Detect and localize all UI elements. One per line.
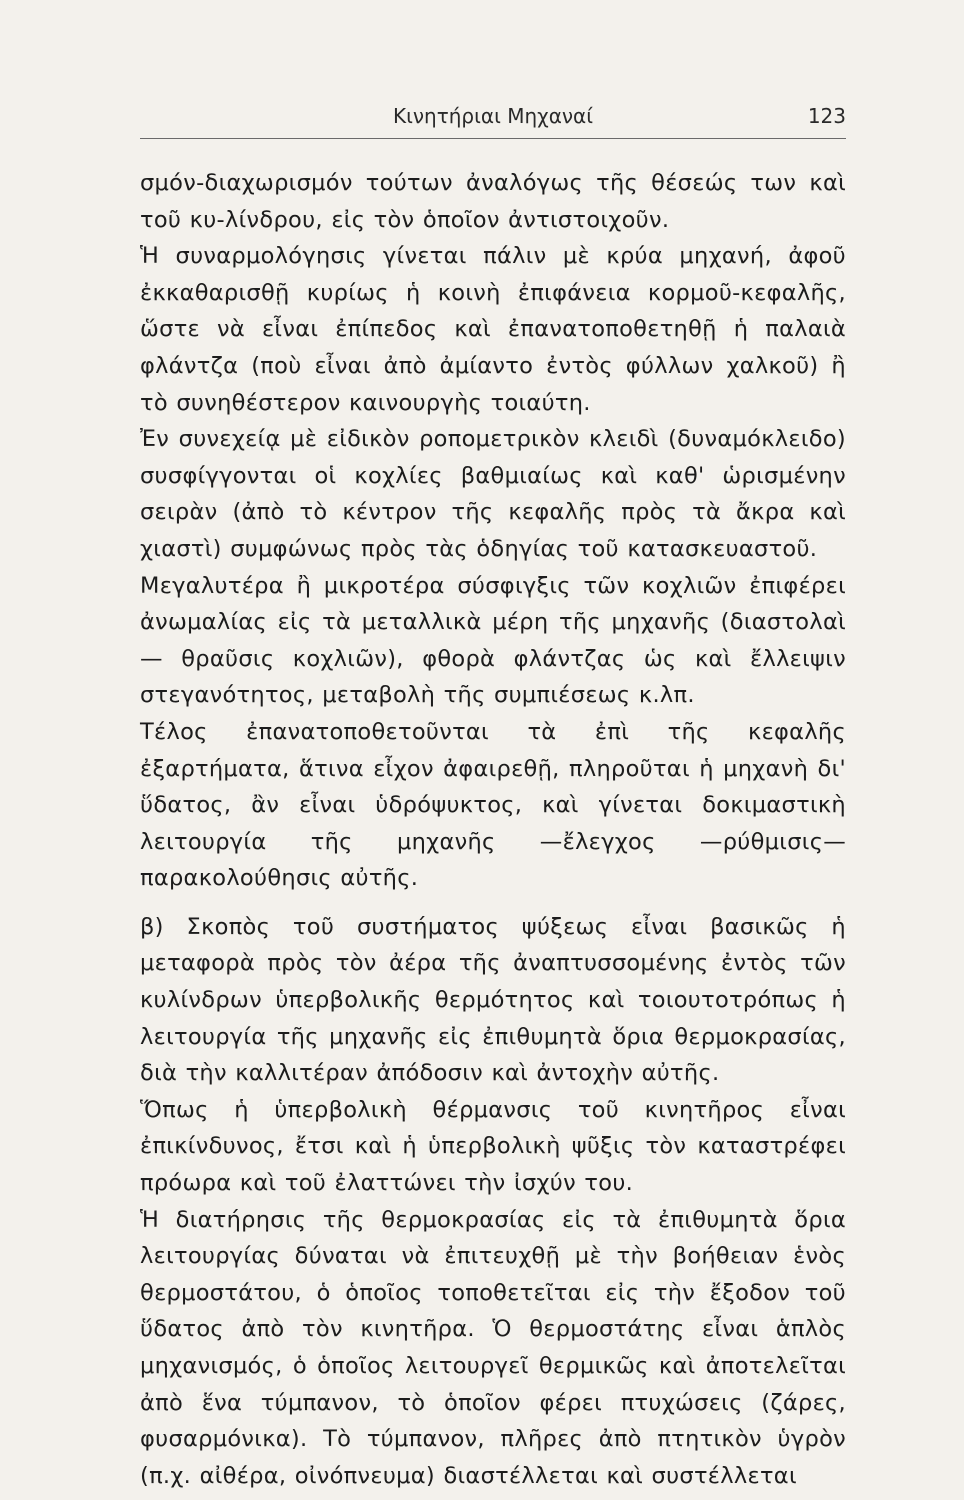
paragraph: σμόν-διαχωρισμόν τούτων ἀναλόγως τῆς θέσεώς των καὶ τοῦ κυ-λίνδρου, εἰς τὸν ὁποῖον ἀντιστοιχοῦν. — [140, 170, 846, 233]
paragraph: Ἡ διατήρησις τῆς θερμοκρασίας εἰς τὰ ἐπιθυμητὰ ὅρια λειτουργίας δύναται νὰ ἐπιτευχθῇ μὲ τὴν βοήθειαν ἑνὸς θερμοστάτου, ὁ ὁποῖος τοποθετεῖται εἰς τὴν ἔξοδον τοῦ ὕδατος ἀπὸ τὸν κινητῆρα. Ὁ θερμοστάτης εἶναι ἁπλὸς μηχανισμός, ὁ ὁποῖος λειτουργεῖ θερμικῶς καὶ ἀποτελεῖται ἀπὸ ἕνα τύμπανον, τὸ ὁποῖον φέρει πτυχώσεις (ζάρες, φυσαρμόνικα). Τὸ τύμπανον, πλῆρες ἀπὸ πτητικὸν ὑγρὸν (π.χ. αἰθέρα, οἰνόπνευμα) διαστέλλεται καὶ συστέλλεται — [140, 1206, 846, 1489]
header-rule — [140, 138, 846, 139]
body-text — [140, 165, 846, 1494]
paragraph: Ὅπως ἡ ὑπερβολικὴ θέρμανσις τοῦ κινητῆρος εἶναι ἐπικίνδυνος, ἔτσι καὶ ἡ ὑπερβολικὴ ψῦξις τὸν καταστρέφει πρόωρα καὶ τοῦ ἐλαττώνει τὴν ἰσχύν του. — [140, 1096, 846, 1197]
paragraph: Μεγαλυτέρα ἢ μικροτέρα σύσφιγξις τῶν κοχλιῶν ἐπιφέρει ἀνωμαλίας εἰς τὰ μεταλλικὰ μέρη τῆς μηχανῆς (διαστολαὶ — θραῦσις κοχλιῶν), φθορὰ φλάντζας ὡς καὶ ἔλλειψιν στεγανότητος, μεταβολὴ τῆς συμπιέσεως κ.λπ. — [140, 572, 846, 709]
paragraph: Ἐν συνεχείᾳ μὲ εἰδικὸν ροπομετρικὸν κλειδὶ (δυναμόκλειδο) συσφίγγονται οἱ κοχλίες βαθμιαίως καὶ καθ' ὡρισμένην σειρὰν (ἀπὸ τὸ κέντρον τῆς κεφαλῆς πρὸς τὰ ἄκρα καὶ χιαστὶ) συμφώνως πρὸς τὰς ὁδηγίας τοῦ κατασκευαστοῦ. — [140, 426, 846, 562]
paragraph: Ἡ συναρμολόγησις γίνεται πάλιν μὲ κρύα μηχανή, ἀφοῦ ἐκκαθαρισθῇ κυρίως ἡ κοινὴ ἐπιφάνεια κορμοῦ-κεφαλῆς, ὥστε νὰ εἶναι ἐπίπεδος καὶ ἐπανατοποθετηθῇ ἡ παλαιὰ φλάντζα (ποὺ εἶναι ἀπὸ ἀμίαντο ἐντὸς φύλλων χαλκοῦ) ἢ τὸ συνηθέστερον καινουργὴς τοιαύτη. — [140, 243, 846, 416]
page-header — [140, 96, 846, 136]
page-number: 123 — [807, 104, 846, 128]
paragraph: Τέλος ἐπανατοποθετοῦνται τὰ ἐπὶ τῆς κεφαλῆς ἐξαρτήματα, ἅτινα εἶχον ἀφαιρεθῇ, πληροῦται ἡ μηχανὴ δι' ὕδατος, ἂν εἶναι ὑδρόψυκτος, καὶ γίνεται δοκιμαστικὴ λειτουργία τῆς μηχανῆς —ἔλεγχος —ρύθμισις—παρακολούθησις αὐτῆς. — [140, 718, 846, 892]
running-title: Κινητήριαι Μηχαναί — [392, 104, 593, 128]
paragraph: β) Σκοπὸς τοῦ συστήματος ψύξεως εἶναι βασικῶς ἡ μεταφορὰ πρὸς τὸν ἀέρα τῆς ἀναπτυσσομένης ἐντὸς τῶν κυλίνδρων ὑπερβολικῆς θερμότητος καὶ τοιουτοτρόπως ἡ λειτουργία τῆς μηχανῆς εἰς ἐπιθυμητὰ ὅρια θερμοκρασίας, διὰ τὴν καλλιτέραν ἀπόδοσιν καὶ ἀντοχὴν αὐτῆς. — [140, 913, 846, 1087]
